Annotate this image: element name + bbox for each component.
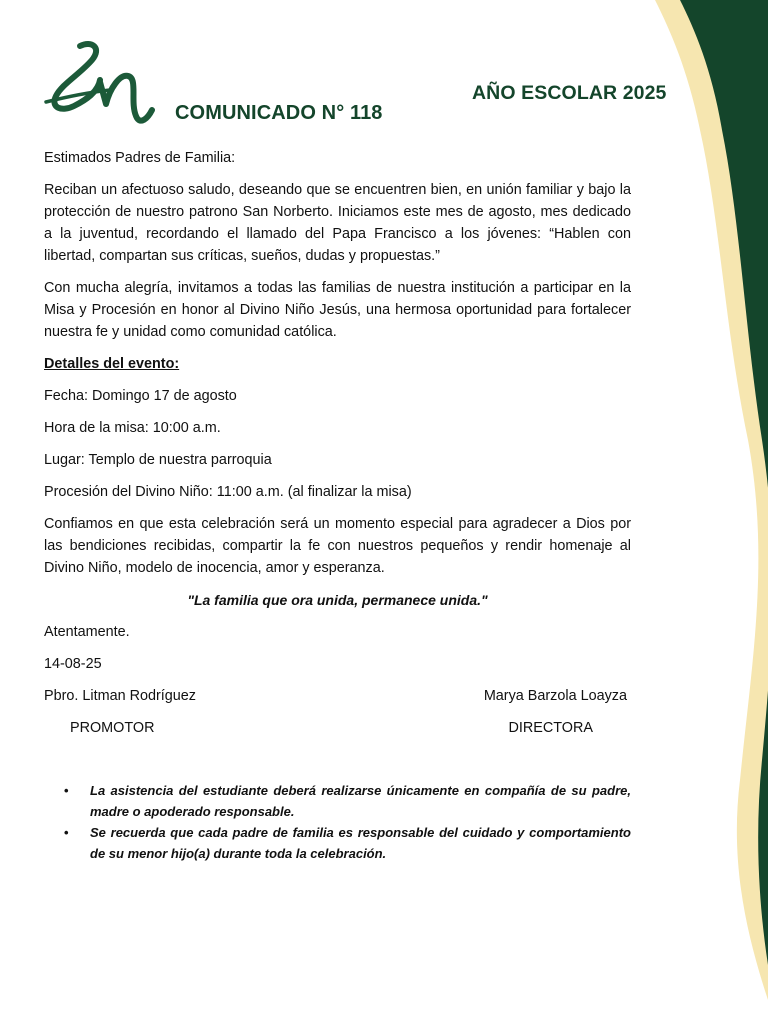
- signature-roles: [44, 717, 631, 739]
- signature-names: [44, 685, 631, 707]
- detail-mass-time: Hora de la misa: 10:00 a.m.: [44, 420, 221, 436]
- paragraph-invitation: Con mucha alegría, invitamos a todas las familias de nuestra institución a participar en la Misa y Procesión en honor al Divino Niño Jesús, una hermosa oportunidad para fortalecer nuestra fe y unidad como comunidad católica.: [44, 280, 631, 340]
- bullet-icon: •: [64, 825, 69, 840]
- detail-location: Lugar: Templo de nuestra parroquia: [44, 452, 272, 468]
- detail-date: Fecha: Domingo 17 de agosto: [44, 388, 237, 404]
- notes-list: [62, 780, 631, 864]
- note-text: Se recuerda que cada padre de familia es responsable del cuidado y comportamiento de su menor hijo(a) durante toda la celebración.: [90, 825, 631, 861]
- bullet-icon: •: [64, 783, 69, 798]
- signature-right-role: DIRECTORA: [508, 720, 593, 736]
- motto-quote: "La familia que ora unida, permanece unida.": [187, 592, 488, 608]
- note-item: [62, 822, 631, 864]
- paragraph-closing: Confiamos en que esta celebración será un momento especial para agradecer a Dios por las bendiciones recibidas, compartir la fe con nuestros pequeños y rendir homenaje al Divino Niño, modelo de inocencia, amor y esperanza.: [44, 516, 631, 576]
- closing-salutation: Atentamente.: [44, 624, 130, 640]
- signature-left-name: Pbro. Litman Rodríguez: [44, 688, 196, 704]
- letter-date: 14-08-25: [44, 656, 102, 672]
- signature-right-name: Marya Barzola Loayza: [483, 688, 627, 704]
- greeting: Estimados Padres de Familia:: [44, 150, 236, 166]
- detail-procession: Procesión del Divino Niño: 11:00 a.m. (al finalizar la misa): [44, 484, 412, 500]
- note-item: [62, 780, 631, 822]
- signature-left-role: PROMOTOR: [70, 720, 155, 736]
- school-year-label: AÑO ESCOLAR 2025: [472, 82, 667, 104]
- note-text: La asistencia del estudiante deberá realizarse únicamente en compañía de su padre, madre o apoderado responsable.: [90, 783, 631, 819]
- letter-body: [44, 147, 631, 739]
- document-title: COMUNICADO N° 118: [175, 102, 383, 124]
- school-logo: [40, 38, 160, 134]
- details-heading: Detalles del evento:: [44, 356, 180, 372]
- paragraph-intro: Reciban un afectuoso saludo, deseando que se encuentren bien, en unión familiar y bajo la protección de nuestro patrono San Norberto. Iniciamos este mes de agosto, mes dedicado a la juventud, recordando el llamado del Papa Francisco a los jóvenes: “Hablen con libertad, compartan sus críticas, sueños, dudas y propuestas.”: [44, 182, 631, 264]
